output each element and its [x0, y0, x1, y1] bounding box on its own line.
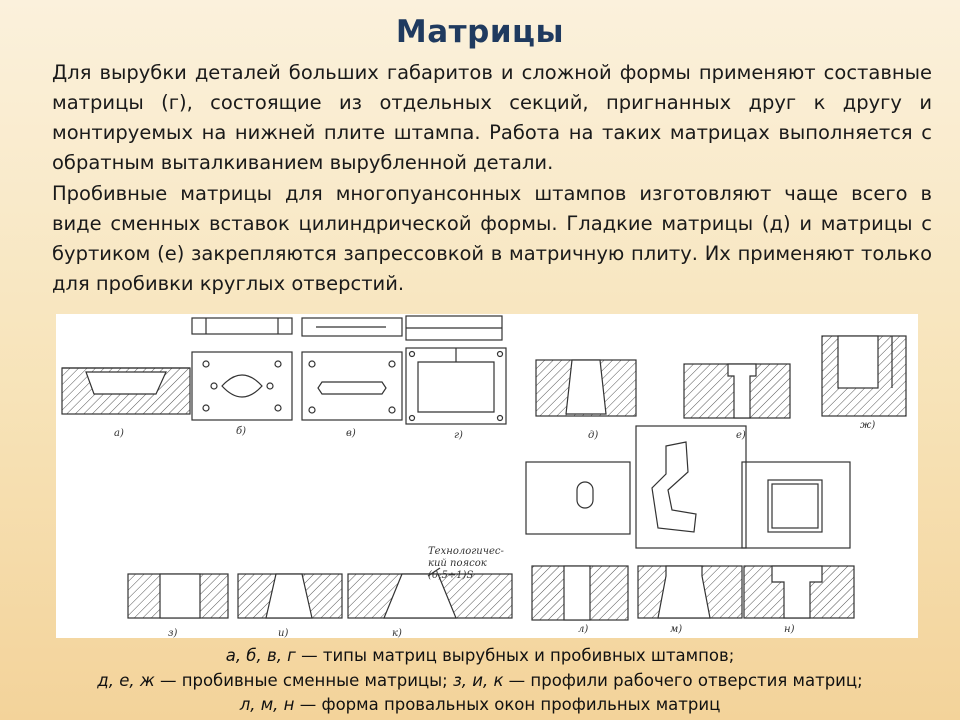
note-line-3: (0,5÷1)S — [428, 570, 474, 581]
label-zh: ж) — [860, 420, 876, 431]
label-k: к) — [392, 628, 402, 638]
label-b: б) — [236, 426, 247, 437]
label-z: з) — [168, 628, 178, 638]
drawing-m — [636, 426, 746, 548]
drawing-b — [192, 318, 292, 420]
caption-text-2b: — профили рабочего отверстия матриц; — [503, 671, 863, 690]
caption-text-2a: — пробивные сменные матрицы; — [154, 671, 453, 690]
label-l: л) — [578, 624, 589, 635]
caption-text-3: — форма провальных окон профильных матриц — [294, 695, 721, 714]
caption-line-3 — [0, 694, 960, 716]
drawing-n — [742, 462, 850, 548]
note-line-2: кий поясок — [428, 558, 487, 569]
drawing-v — [302, 318, 402, 420]
section-n — [744, 566, 854, 618]
drawing-zh — [822, 336, 906, 416]
caption-letters-2b: з, и, к — [452, 671, 504, 690]
label-i: и) — [278, 628, 289, 638]
caption-text-1: — типы матриц вырубных и пробивных штампов; — [295, 646, 735, 665]
drawing-d — [536, 360, 636, 416]
caption-line-1 — [0, 645, 960, 667]
page-title: Матрицы — [395, 14, 565, 50]
note-line-1: Технологичес- — [428, 546, 504, 557]
paragraph-1: Для вырубки деталей больших габаритов и сложной формы применяют составные матрицы (г), состоящие из отдельных секций, пригнанных друг к другу и монтируемых на нижней плите штампа. Работа на таких матрицах выполняется с обратным выталкиванием вырубленной детали. — [52, 61, 932, 174]
paragraph-2: Пробивные матрицы для многопуансонных штампов изготовляют чаще всего в виде сменных вставок цилиндрической формы. Гладкие матрицы (д) и матрицы с буртиком (е) закрепляются запрессовкой в матричную плиту. Их применяют только для пробивки круглых отверстий. — [52, 182, 932, 295]
section-l — [532, 566, 628, 620]
drawing-i — [238, 574, 342, 618]
label-g: г) — [454, 430, 463, 441]
drawing-l — [526, 462, 630, 534]
section-m — [638, 566, 742, 618]
drawing-g — [406, 316, 506, 424]
drawing-e — [684, 364, 790, 418]
label-a: а) — [114, 428, 124, 439]
caption-letters-1: а, б, в, г — [225, 646, 296, 665]
technical-figure — [56, 314, 918, 638]
label-e: е) — [736, 430, 746, 441]
label-d: д) — [588, 430, 599, 441]
drawing-a — [62, 368, 190, 414]
label-n: н) — [784, 624, 795, 635]
caption-line-2 — [0, 670, 960, 692]
label-m: м) — [670, 624, 683, 635]
drawing-z — [128, 574, 228, 618]
caption-letters-2a: д, е, ж — [97, 671, 155, 690]
label-v: в) — [346, 428, 356, 439]
caption-letters-3: л, м, н — [239, 695, 295, 714]
